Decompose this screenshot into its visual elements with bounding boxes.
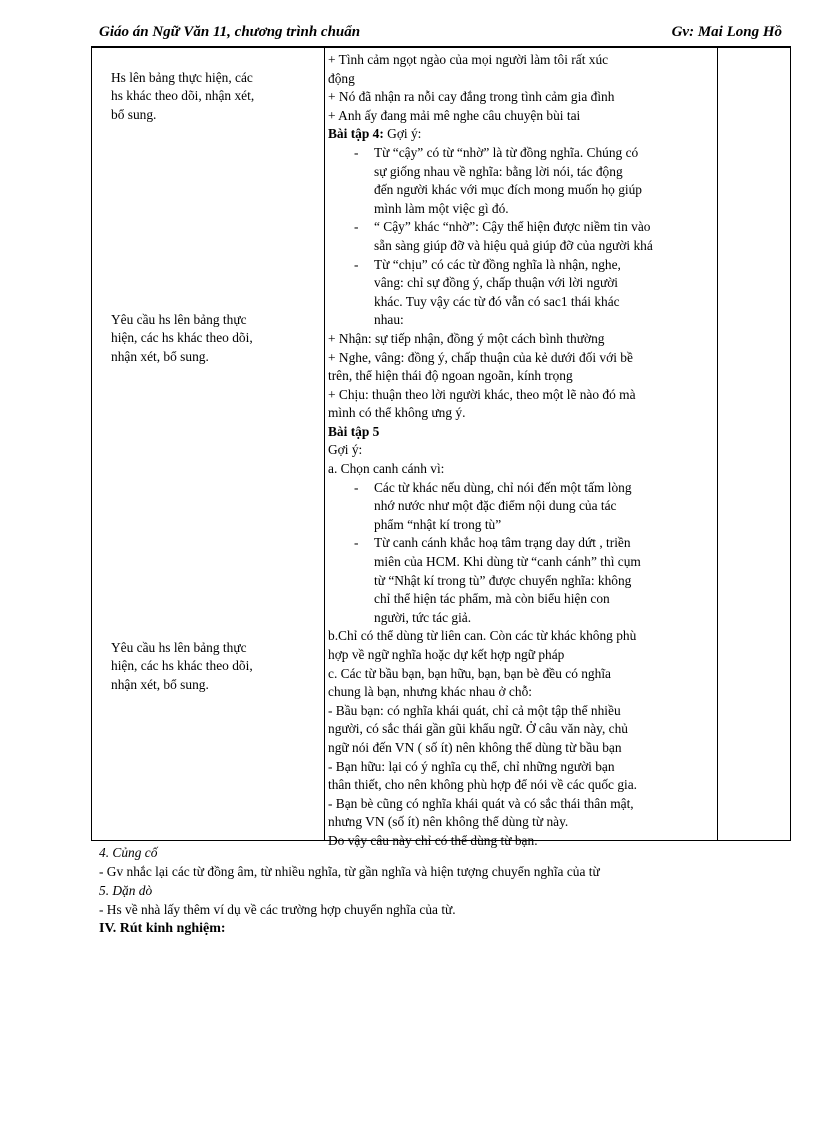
consolidation-heading: 4. Củng cố xyxy=(99,845,158,860)
note-line: nhận xét, bổ sung. xyxy=(111,348,209,364)
content-line: + Tình cảm ngọt ngào của mọi người làm tôi rất xúc xyxy=(328,52,609,67)
note-line: nhận xét, bổ sung. xyxy=(111,676,209,692)
content-line: hợp về ngữ nghĩa hoặc dự kết hợp ngữ pháp xyxy=(328,647,565,662)
note-line: hiện, các hs khác theo dõi, xyxy=(111,330,253,346)
lesson-footer xyxy=(99,843,719,938)
content-line: + Nhận: sự tiếp nhận, đồng ý một cách bình thường xyxy=(328,330,605,346)
homework-text: - Hs về nhà lấy thêm ví dụ về các trường hợp chuyển nghĩa của từ. xyxy=(99,902,456,917)
dash-marker: - xyxy=(354,219,359,235)
exercise-5-title: Bài tập 5 xyxy=(328,423,380,439)
dash-marker: - xyxy=(354,535,359,551)
header-author: Gv: Mai Long Hồ xyxy=(671,24,782,40)
content-line: Từ “chịu” có các từ đồng nghĩa là nhận, nghe, xyxy=(374,256,621,272)
content-line: phẩm “nhật kí trong tù” xyxy=(374,516,502,532)
dash-marker: - xyxy=(354,479,359,495)
header-title: Giáo án Ngữ Văn 11, chương trình chuẩn xyxy=(99,24,361,40)
exercise-5-hint: Gợi ý: xyxy=(328,442,363,458)
content-line: nhau: xyxy=(374,312,404,328)
column-divider-1 xyxy=(324,48,325,840)
homework-heading: 5. Dặn dò xyxy=(99,883,153,898)
page-header xyxy=(99,24,782,46)
dash-item xyxy=(328,256,714,275)
content-line: từ “Nhật kí trong tù” được chuyển nghĩa: không xyxy=(374,572,632,588)
lessons-learned-heading: IV. Rút kinh nghiệm: xyxy=(99,921,226,936)
content-line: a. Chọn canh cánh vì: xyxy=(328,461,445,477)
column-divider-2 xyxy=(717,48,718,840)
content-line: nhớ nước như một đặc điểm nội dung của tác xyxy=(374,498,617,514)
dash-item xyxy=(328,144,714,163)
content-line: Từ canh cánh khắc hoạ tâm trạng day dứt , triền xyxy=(374,535,631,551)
dash-item xyxy=(328,534,714,553)
dash-marker: - xyxy=(354,256,359,272)
content-line: người, có sắc thái gần gũi khẩu ngữ. Ở câu văn này, chủ xyxy=(328,721,628,737)
note-line: hiện, các hs khác theo dõi, xyxy=(111,658,253,674)
consolidation-text: - Gv nhắc lại các từ đồng âm, từ nhiều nghĩa, từ gần nghĩa và hiện tượng chuyển nghĩa của từ xyxy=(99,864,600,879)
note-line: bổ sung. xyxy=(111,106,157,122)
exercise-4-hint: Gợi ý: xyxy=(383,126,422,142)
content-line: chung là bạn, nhưng khác nhau ở chỗ: xyxy=(328,684,532,700)
content-line: sẵn sàng giúp đỡ và hiệu quả giúp đỡ của người khá xyxy=(374,237,653,253)
content-line: mình làm một việc gì đó. xyxy=(374,200,509,216)
content-line: miên của HCM. Khi dùng từ “canh cánh” thì cụm xyxy=(374,554,641,570)
content-line: + Anh ấy đang mải mê nghe câu chuyện bùi tai xyxy=(328,107,581,123)
activity-note-1 xyxy=(111,69,301,124)
activity-note-3 xyxy=(111,639,301,694)
dash-marker: - xyxy=(354,144,359,160)
note-line: Yêu cầu hs lên bảng thực xyxy=(111,640,247,655)
content-line: b.Chỉ có thể dùng từ liên can. Còn các từ khác không phù xyxy=(328,628,637,644)
dash-item xyxy=(328,479,714,498)
content-line: Các từ khác nếu dùng, chỉ nói đến một tấm lòng xyxy=(374,479,632,495)
content-line: thân thiết, cho nên không phù hợp để nói về các quốc gia. xyxy=(328,777,638,793)
content-line: ngữ nói đến VN ( số ít) nên không thể dùng từ bầu bạn xyxy=(328,739,622,755)
content-line: vâng: chỉ sự đồng ý, chấp thuận với lời người xyxy=(374,275,619,291)
exercise-4-heading xyxy=(328,125,714,144)
content-line: người, tức tác giả. xyxy=(374,609,472,625)
content-line: “ Cậy” khác “nhờ”: Cậy thể hiện được niềm tin vào xyxy=(374,219,651,235)
note-line: Yêu cầu hs lên bảng thực xyxy=(111,312,247,327)
lesson-table xyxy=(91,47,791,848)
dash-item xyxy=(328,218,714,237)
content-line: - Bạn hữu: lại có ý nghĩa cụ thể, chỉ những người bạn xyxy=(328,758,615,774)
content-line: sự giống nhau về nghĩa: bằng lời nói, tác động xyxy=(374,163,623,179)
content-line: Từ “cậy” có từ “nhờ” là từ đồng nghĩa. Chúng có xyxy=(374,144,639,160)
content-line: mình có thể không ưng ý. xyxy=(328,405,466,421)
content-line: chỉ thể hiện tác phẩm, mà còn biểu hiện con xyxy=(374,591,610,607)
content-line: + Chịu: thuận theo lời người khác, theo một lẽ nào đó mà xyxy=(328,386,636,402)
content-line: + Nghe, vâng: đồng ý, chấp thuận của kẻ dưới đối với bề xyxy=(328,349,633,365)
content-line: khác. Tuy vậy các từ đó vẫn có sac1 thái khác xyxy=(374,293,620,309)
content-line: động xyxy=(328,70,355,86)
content-column xyxy=(328,51,714,851)
note-line: Hs lên bảng thực hiện, các xyxy=(111,70,253,85)
content-line: c. Các từ bầu bạn, bạn hữu, bạn, bạn bè đều có nghĩa xyxy=(328,665,611,681)
activity-note-2 xyxy=(111,311,301,366)
exercise-4-title: Bài tập 4: xyxy=(328,126,384,142)
content-line: Do vậy câu này chỉ có thể dùng từ bạn. xyxy=(328,832,538,848)
content-line: + Nó đã nhận ra nỗi cay đắng trong tình cảm gia đình xyxy=(328,89,615,105)
content-line: trên, thể hiện thái độ ngoan ngoãn, kính trọng xyxy=(328,368,573,384)
note-line: hs khác theo dõi, nhận xét, xyxy=(111,88,255,104)
content-line: - Bầu bạn: có nghĩa khái quát, chỉ cả một tập thể nhiều xyxy=(328,702,621,718)
content-line: - Bạn bè cũng có nghĩa khái quát và có sắc thái thân mật, xyxy=(328,795,634,811)
content-line: đến người khác với mục đích mong muốn họ giúp xyxy=(374,182,642,198)
content-line: nhưng VN (số ít) nên không thể dùng từ này. xyxy=(328,814,569,830)
